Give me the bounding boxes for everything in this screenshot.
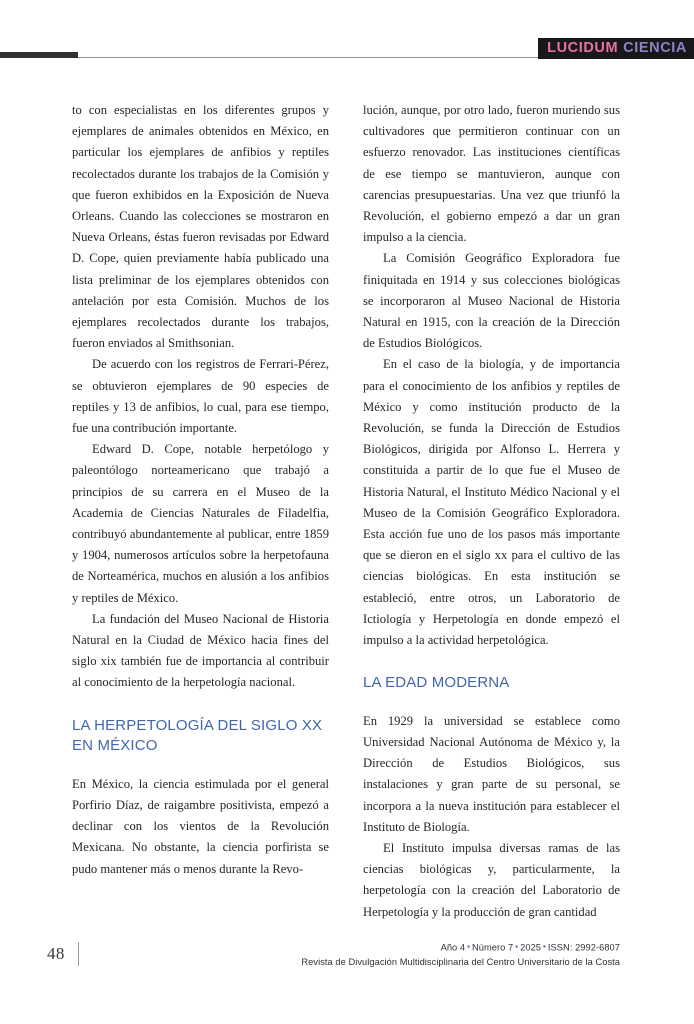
brand-logo (538, 38, 694, 59)
header-rule-accent (0, 52, 78, 58)
imprint-issue: Número 7 (472, 942, 514, 953)
imprint-publication-line: Revista de Divulgación Multidisciplinaria del Centro Universitario de la Costa (301, 956, 620, 967)
imprint-year: Año 4 (440, 942, 466, 953)
article-body (72, 100, 620, 923)
spacer (72, 757, 329, 774)
paragraph: En el caso de la biología, y de importancia para el conocimiento de los anfibios y reptiles de México y como institución producto de la Revolución, se funda la Dirección de Estudios Biológicos, dirigida por Alfonso L. Herrera y constituida a partir de lo que fue el Museo de Historia Natural, el Instituto Médico Nacional y el Museo de la Comisión Geográfico Exploradora. Esta acción fue uno de los pasos más importante que se dieron en el siglo xx para el cultivo de las ciencias biológicas. En esta institución se estableció, entre otros, un Laboratorio de Ictiología y Herpetología en donde empezó el impulso a la actividad herpetológica. (363, 357, 620, 648)
imprint-date: 2025 (520, 942, 542, 953)
bullet-icon: ▪ (467, 942, 471, 951)
paragraph: La fundación del Museo Nacional de Historia Natural en la Ciudad de México hacia fines del siglo xix también fue de importancia al contribuir al conocimiento de la herpetología nacional. (72, 611, 329, 690)
page-number: 48 (47, 944, 65, 963)
paragraph: De acuerdo con los registros de Ferrari-Pérez, se obtuvieron ejemplares de 90 especies de reptiles y 13 de anfibios, lo cual, para ese tiempo, fue una contribución importante. (72, 357, 329, 436)
column-right (363, 100, 620, 923)
brand-logo-ciencia: CIENCIA (623, 40, 687, 57)
imprint-block (301, 940, 620, 969)
column-left (72, 100, 329, 923)
section-heading: LA EDAD MODERNA (363, 674, 510, 692)
spacer (363, 651, 620, 673)
running-head (0, 0, 694, 72)
bullet-icon: ▪ (543, 942, 546, 951)
paragraph: Edward D. Cope, notable herpetólogo y paleontólogo norteamericano que trabajó a principios de su carrera en el Museo de la Academia de Ciencias Naturales de Filadelfia, contribuyó abundantemente al publicar, entre 1859 y 1904, numerosos artículos sobre la herpetofauna de Norteamérica, muchos en alusión a los anfibios y reptiles de México. (72, 442, 329, 605)
paragraph: El Instituto impulsa diversas ramas de las ciencias biológicas y, particularmente, la herpetología con la creación del Laboratorio de Herpetología y la producción de gran cantidad (363, 841, 620, 919)
paragraph: La Comisión Geográfico Exploradora fue finiquitada en 1914 y sus colecciones biológicas se incorporaron al Museo Nacional de Historia Natural en 1915, con la creación de la Dirección de Estudios Biológicos. (363, 251, 620, 351)
paragraph: En 1929 la universidad se establece como Universidad Nacional Autónoma de México y, la Dirección de Estudios Biológicos, sus instalaciones y gran parte de su personal, se incorpora a la nueva institución para establecer el Instituto de Biología. (363, 713, 620, 834)
paragraph: to con especialistas en los diferentes grupos y ejemplares de animales obtenidos en México, en particular los ejemplares de anfibios y reptiles recolectados durante los trabajos de la Comisión y que fueron exhibidos en la Exposición de Nueva Orleans. Cuando las colecciones se mostraron en Nueva Orleans, éstas fueron revisadas por Edward D. Cope, quien previamente había publicado una lista preliminar de los ejemplares obtenidos con antelación por esta Comisión. Muchos de los ejemplares recolectados durante los trabajos, fueron enviados al Smithsonian. (72, 103, 329, 351)
page-footer (0, 934, 694, 1024)
section-heading: LA HERPETOLOGÍA DEL SIGLO XX EN MÉXICO (72, 716, 323, 755)
paragraph: En México, la ciencia estimulada por el general Porfirio Díaz, de raigambre positivista, empezó a declinar con los vientos de la Revolución Mexicana. No obstante, la ciencia porfirista se pudo mantener más o menos durante la Revo- (72, 776, 329, 876)
spacer (72, 694, 329, 716)
imprint-issn: ISSN: 2992-6807 (547, 942, 620, 953)
bullet-icon: ▪ (515, 942, 519, 951)
spacer (363, 694, 620, 711)
brand-logo-lucidum: LUCIDUM (547, 40, 619, 57)
imprint-issue-line (301, 940, 620, 955)
paragraph: lución, aunque, por otro lado, fueron muriendo sus cultivadores que permitieron continuar con un esfuerzo renovador. Las instituciones científicas de ese tiempo se mantuvieron, aunque con carencias presupuestarias. Una vez que triunfó la Revolución, el gobierno empezó a dar un gran impulso a la ciencia. (363, 103, 620, 245)
folio-divider (78, 942, 79, 966)
folio (47, 942, 79, 966)
